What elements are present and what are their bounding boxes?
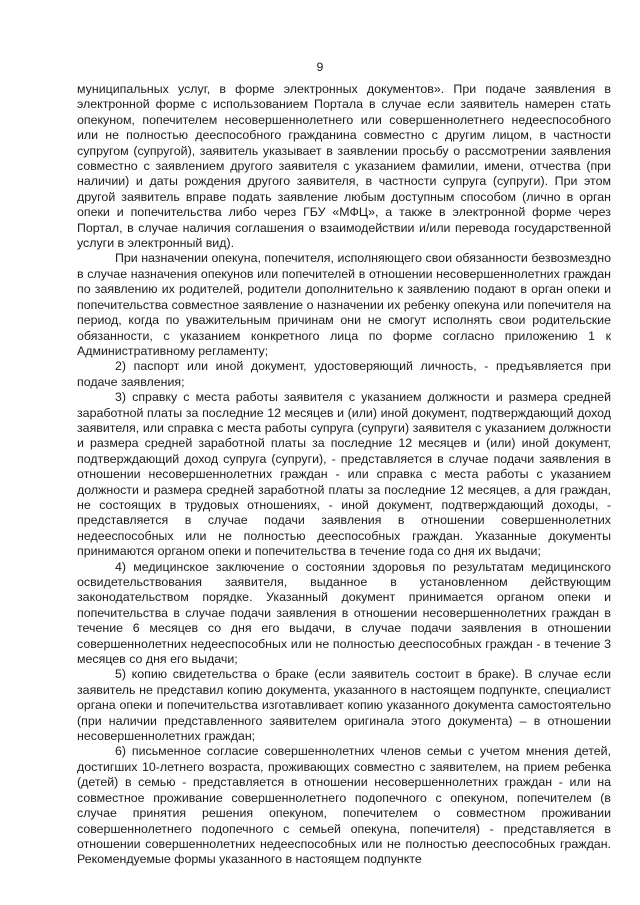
paragraph-continuation: муниципальных услуг, в форме электронных документов». При подаче заявления в электронной форме с использованием Портала в случае если заявитель намерен стать опекуном, попечителем несовершеннолетнего или совершеннолетнего недееспособного или не полностью дееспособного гражданина совместно с другим лицом, в частности супругом (супругой), заявитель указывает в заявлении просьбу о рассмотрении заявления совместно с заявлением другого заявителя с указанием фамилии, имени, отчества (при наличии) и даты рождения другого заявителя, в частности супруга (супруги). При этом другой заявитель вправе подать заявление любым доступным способом (лично в орган опеки и попечительства либо через ГБУ «МФЦ», а также в электронной форме через Портал, в случае наличия соглашения о взаимодействии и/или перевода государственной услуги в электронный вид). [77, 82, 611, 251]
paragraph-item-3-income-certificate: 3) справку с места работы заявителя с указанием должности и размера средней заработной платы за последние 12 месяцев и (или) иной документ, подтверждающий доход заявителя, или справка с места работы супруга (супруги) заявителя с указанием должности и размера средней заработной платы за последние 12 месяцев и (или) иной документ, подтверждающий доход супруга (супруги), - представляется в случае подачи заявления в отношении несовершеннолетних граждан - или справка с места работы с указанием должности и размера средней заработной платы за последние 12 месяцев, а для граждан, не состоящих в трудовых отношениях, - иной документ, подтверждающий доходы, - представляется в случае подачи заявления в отношении совершеннолетних недееспособных или не полностью дееспособных граждан. Указанные документы принимаются органом опеки и попечительства в течение года со дня их выдачи; [77, 390, 611, 559]
document-body [77, 82, 611, 868]
paragraph-item-2-passport: 2) паспорт или иной документ, удостоверяющий личность, - предъявляется при подаче заявления; [77, 359, 611, 389]
paragraph-item-5-marriage-certificate: 5) копию свидетельства о браке (если заявитель состоит в браке). В случае если заявитель не представил копию документа, указанного в настоящем подпункте, специалист органа опеки и попечительства изготавливает копию указанного документа самостоятельно (при наличии представленного заявителем оригинала этого документа) – в отношении несовершеннолетних граждан; [77, 667, 611, 744]
paragraph-guardian-appointment: При назначении опекуна, попечителя, исполняющего свои обязанности безвозмездно в случае назначения опекунов или попечителей в отношении несовершеннолетних граждан по заявлению их родителей, родители дополнительно к заявлению подают в орган опеки и попечительства совместное заявление о назначении их ребенку опекуна или попечителя на период, когда по уважительным причинам они не смогут исполнять свои родительские обязанности, с указанием конкретного лица по форме согласно приложению 1 к Административному регламенту; [77, 251, 611, 358]
paragraph-item-4-medical-report: 4) медицинское заключение о состоянии здоровья по результатам медицинского освидетельствования заявителя, выданное в установленном действующим законодательством порядке. Указанный документ принимается органом опеки и попечительства в случае подачи заявления в отношении несовершеннолетних граждан в течение 6 месяцев со дня его выдачи, в случае подачи заявления в отношении совершеннолетних недееспособных или не полностью дееспособных граждан - в течение 3 месяцев со дня его выдачи; [77, 559, 611, 667]
paragraph-item-6-family-consent: 6) письменное согласие совершеннолетних членов семьи с учетом мнения детей, достигших 10-летнего возраста, проживающих совместно с заявителем, на прием ребенка (детей) в семью - представляется в отношении несовершеннолетних граждан - или на совместное проживание совершеннолетнего подопечного с опекуном, попечителем (в случае принятия решения опекуном, попечителем о совместном проживании совершеннолетнего подопечного с семьей опекуна, попечителя) - представляется в отношении совершеннолетних недееспособных или не полностью дееспособных граждан. Рекомендуемые формы указанного в настоящем подпункте [77, 744, 611, 867]
page-number: 9 [316, 60, 324, 74]
